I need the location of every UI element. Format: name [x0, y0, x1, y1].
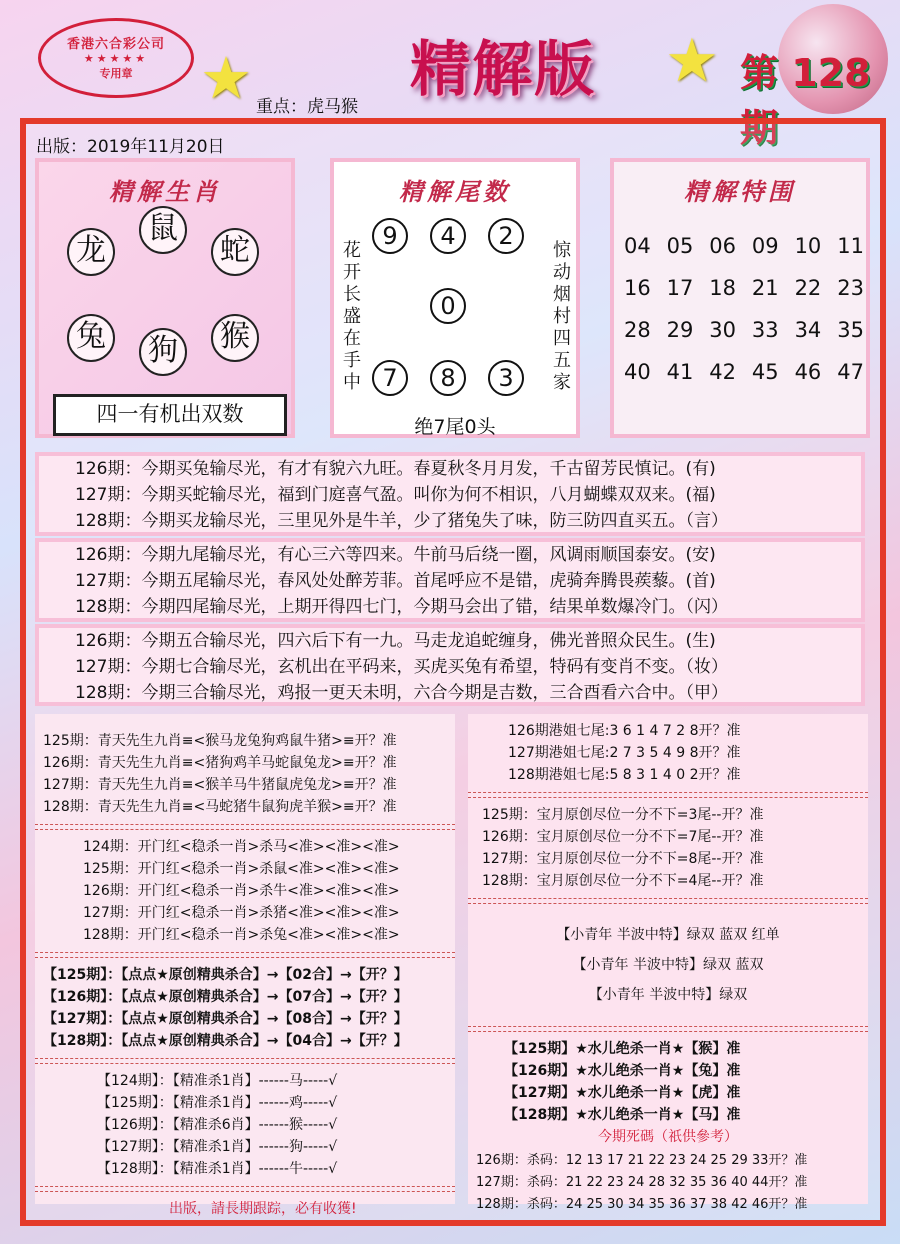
special-number: 22 — [794, 276, 822, 300]
star-icon: ★ — [200, 44, 252, 112]
number-row — [624, 360, 864, 384]
special-number: 35 — [837, 318, 864, 342]
special-number: 28 — [624, 318, 651, 342]
special-numbers — [624, 234, 864, 402]
number-row — [624, 276, 864, 300]
star-icon: ★ — [665, 26, 719, 96]
verse-line: 126期：今期九尾输尽光，有心三六等四来。牛前马后绕一圈，风调雨顺国泰安。(安) — [75, 545, 716, 565]
tail-left-verse: 花开长盛在手中 — [343, 240, 361, 393]
shuier-block — [468, 1038, 868, 1126]
prediction-line: 【小青年 半波中特】绿双 — [588, 987, 748, 1003]
prediction-line: 【126期】：【点点★原创精典杀合】→【07合】→【开？】 — [43, 989, 408, 1005]
jingzhun-block — [35, 1070, 455, 1180]
prediction-line: 【126期】：【精准杀6肖】------猴-----√ — [97, 1117, 338, 1133]
special-number: 16 — [624, 276, 651, 300]
prediction-line: 128期：杀码：24 25 30 34 35 36 37 38 42 46开？准 — [476, 1197, 808, 1212]
special-number: 11 — [837, 234, 864, 258]
prediction-line: 【125期】：【精准杀1肖】------鸡-----√ — [97, 1095, 338, 1111]
tail-number: 0 — [430, 288, 466, 324]
special-number: 41 — [666, 360, 694, 384]
special-number: 18 — [709, 276, 737, 300]
zodiac-animal: 蛇 — [211, 228, 259, 276]
prediction-line: 128期：青天先生九肖≡<马蛇猪牛鼠狗虎羊猴>≡开？准 — [43, 799, 397, 815]
divider — [35, 824, 455, 830]
prediction-line: 【128期】：【点点★原创精典杀合】→【04合】→【开？】 — [43, 1033, 408, 1049]
prediction-line: 【127期】：【点点★原创精典杀合】→【08合】→【开？】 — [43, 1011, 408, 1027]
stamp-bottom-text: 专用章 — [99, 67, 133, 80]
special-number: 21 — [751, 276, 779, 300]
zodiac-animal: 狗 — [139, 328, 187, 376]
stamp-stars: ★★★★★ — [83, 52, 149, 65]
tail-number: 8 — [430, 360, 466, 396]
prediction-line: 126期：青天先生九肖≡<猪狗鸡羊马蛇鼠兔龙>≡开？准 — [43, 755, 397, 771]
special-number: 40 — [624, 360, 651, 384]
verse-line: 126期：今期买兔输尽光，有才有貌六九旺。春夏秋冬月月发，千古留芳民慎记。(有) — [75, 459, 716, 479]
verse-line: 128期：今期买龙输尽光，三里见外是牛羊，少了猪兔失了味，防三防四直买五。（言） — [75, 511, 728, 531]
tail-number: 3 — [488, 360, 524, 396]
prediction-line: 128期：开门红<稳杀一肖>杀兔<准><准><准> — [83, 927, 400, 943]
verse-line: 126期：今期五合输尽光，四六后下有一九。马走龙追蛇缠身，佛光普照众民生。(生) — [75, 631, 716, 651]
tail-number: 4 — [430, 218, 466, 254]
verse-section — [35, 624, 865, 706]
zodiac-animal: 龙 — [67, 228, 115, 276]
divider — [35, 1186, 455, 1192]
tail-panel — [330, 158, 580, 438]
special-number: 06 — [709, 234, 737, 258]
special-number: 33 — [751, 318, 779, 342]
prediction-line: 128期：宝月原创尽位一分不下=4尾--开？准 — [482, 873, 764, 889]
publish-date: 出版：2019年11月20日 — [36, 137, 225, 157]
tail-note: 绝7尾0头 — [414, 416, 496, 438]
prediction-line: 125期：宝月原创尽位一分不下=3尾--开？准 — [482, 807, 764, 823]
special-number: 42 — [709, 360, 737, 384]
prediction-line: 【125期】：【点点★原创精典杀合】→【02合】→【开？】 — [43, 967, 408, 983]
baoyue-block — [468, 804, 868, 892]
zodiac-animal: 猴 — [211, 314, 259, 362]
special-heading: 精解特围 — [684, 178, 796, 206]
special-number: 45 — [751, 360, 779, 384]
special-number: 04 — [624, 234, 651, 258]
prediction-line: 【127期】★水儿绝杀一肖★【虎】准 — [504, 1085, 741, 1101]
special-panel — [610, 158, 870, 438]
verse-line: 128期：今期四尾输尽光，上期开得四七门，今期马会出了错，结果单数爆冷门。（闪） — [75, 597, 728, 617]
prediction-line: 125期：开门红<稳杀一肖>杀鼠<准><准><准> — [83, 861, 400, 877]
verse-line: 128期：今期三合输尽光，鸡报一更天未明，六合今期是吉数，三合酉看六合中。（甲） — [75, 683, 728, 703]
divider — [35, 1058, 455, 1064]
right-column — [468, 714, 868, 1212]
special-number: 05 — [666, 234, 694, 258]
verse-line: 127期：今期买蛇输尽光，福到门庭喜气盈。叫你为何不相识，八月蝴蝶双双来。(福) — [75, 485, 716, 505]
verse-line: 127期：今期五尾输尽光，春风处处醉芳菲。首尾呼应不是错，虎骑奔腾畏蒺藜。(首) — [75, 571, 716, 591]
special-number: 47 — [837, 360, 864, 384]
special-number: 29 — [666, 318, 694, 342]
prediction-line: 126期：宝月原创尽位一分不下=7尾--开？准 — [482, 829, 764, 845]
prediction-line: 【126期】★水儿绝杀一肖★【兔】准 — [504, 1063, 741, 1079]
special-number: 09 — [751, 234, 779, 258]
prediction-line: 126期：开门红<稳杀一肖>杀牛<准><准><准> — [83, 883, 400, 899]
special-number: 34 — [794, 318, 822, 342]
number-row — [624, 234, 864, 258]
divider — [35, 952, 455, 958]
prediction-line: 【128期】★水儿绝杀一肖★【马】准 — [504, 1107, 741, 1123]
prediction-line: 126期：杀码：12 13 17 21 22 23 24 25 29 33开？准 — [476, 1153, 808, 1168]
special-number: 30 — [709, 318, 737, 342]
prediction-line: 127期：宝月原创尽位一分不下=8尾--开？准 — [482, 851, 764, 867]
divider — [468, 792, 868, 798]
xiaoqing-block — [468, 910, 868, 1020]
zodiac-animal: 兔 — [67, 314, 115, 362]
zodiac-panel — [35, 158, 295, 438]
prediction-line: 【小青年 半波中特】绿双 蓝双 红单 — [556, 927, 780, 943]
tail-right-verse: 惊动烟村四五家 — [553, 240, 571, 393]
prediction-line: 127期：开门红<稳杀一肖>杀猪<准><准><准> — [83, 905, 400, 921]
divider — [468, 898, 868, 904]
divider — [468, 1026, 868, 1032]
number-row — [624, 318, 864, 342]
special-number: 46 — [794, 360, 822, 384]
prediction-line: 125期：青天先生九肖≡<猴马龙兔狗鸡鼠牛猪>≡开？准 — [43, 733, 397, 749]
left-column — [35, 714, 455, 1217]
gangjie-block — [468, 714, 868, 786]
qingtian-block — [35, 714, 455, 818]
verse-section — [35, 538, 865, 622]
stamp-top-text: 香港六合彩公司 — [66, 37, 165, 52]
prediction-line: 【124期】：【精准杀1肖】------马-----√ — [97, 1073, 338, 1089]
prediction-line: 124期：开门红<稳杀一肖>杀马<准><准><准> — [83, 839, 400, 855]
tail-heading: 精解尾数 — [399, 178, 511, 206]
prediction-line: 126期港姐七尾:3 6 1 4 7 2 8开？准 — [508, 723, 741, 739]
prediction-line: 【128期】：【精准杀1肖】------牛-----√ — [97, 1161, 338, 1177]
issue-number: 第 128 期 — [740, 51, 871, 150]
prediction-line: 127期港姐七尾:2 7 3 5 4 9 8开？准 — [508, 745, 741, 761]
page-title: 精解版 — [410, 35, 596, 105]
prediction-line: 【小青年 半波中特】绿双 蓝双 — [572, 957, 764, 973]
verse-line: 127期：今期七合输尽光，玄机出在平码来，买虎买兔有希望，特码有变肖不变。（妆） — [75, 657, 728, 677]
company-stamp — [38, 18, 194, 98]
shama-block — [468, 1146, 868, 1216]
kaimen-block — [35, 836, 455, 946]
prediction-line: 127期：杀码：21 22 23 24 28 32 35 36 40 44开？准 — [476, 1175, 808, 1190]
footer-note: 出版，請長期跟踪，必有收獲! — [169, 1201, 357, 1217]
dian-block — [35, 964, 455, 1052]
prediction-line: 【127期】：【精准杀1肖】------狗-----√ — [97, 1139, 338, 1155]
verse-section — [35, 452, 865, 536]
special-number: 23 — [837, 276, 864, 300]
tail-number: 7 — [372, 360, 408, 396]
prediction-line: 127期：青天先生九肖≡<猴羊马牛猪鼠虎兔龙>≡开？准 — [43, 777, 397, 793]
zodiac-heading: 精解生肖 — [109, 178, 221, 206]
prediction-line: 128期港姐七尾:5 8 3 1 4 0 2开？准 — [508, 767, 741, 783]
zodiac-note: 四一有机出双数 — [53, 394, 287, 436]
tail-number: 2 — [488, 218, 524, 254]
dead-code-title: 今期死碼（祇供參考） — [598, 1129, 738, 1145]
special-number: 10 — [794, 234, 822, 258]
special-number: 17 — [666, 276, 694, 300]
tail-number: 9 — [372, 218, 408, 254]
prediction-line: 【125期】★水儿绝杀一肖★【猴】准 — [504, 1041, 741, 1057]
key-point: 重点：虎马猴 — [256, 97, 358, 117]
zodiac-animal: 鼠 — [139, 206, 187, 254]
